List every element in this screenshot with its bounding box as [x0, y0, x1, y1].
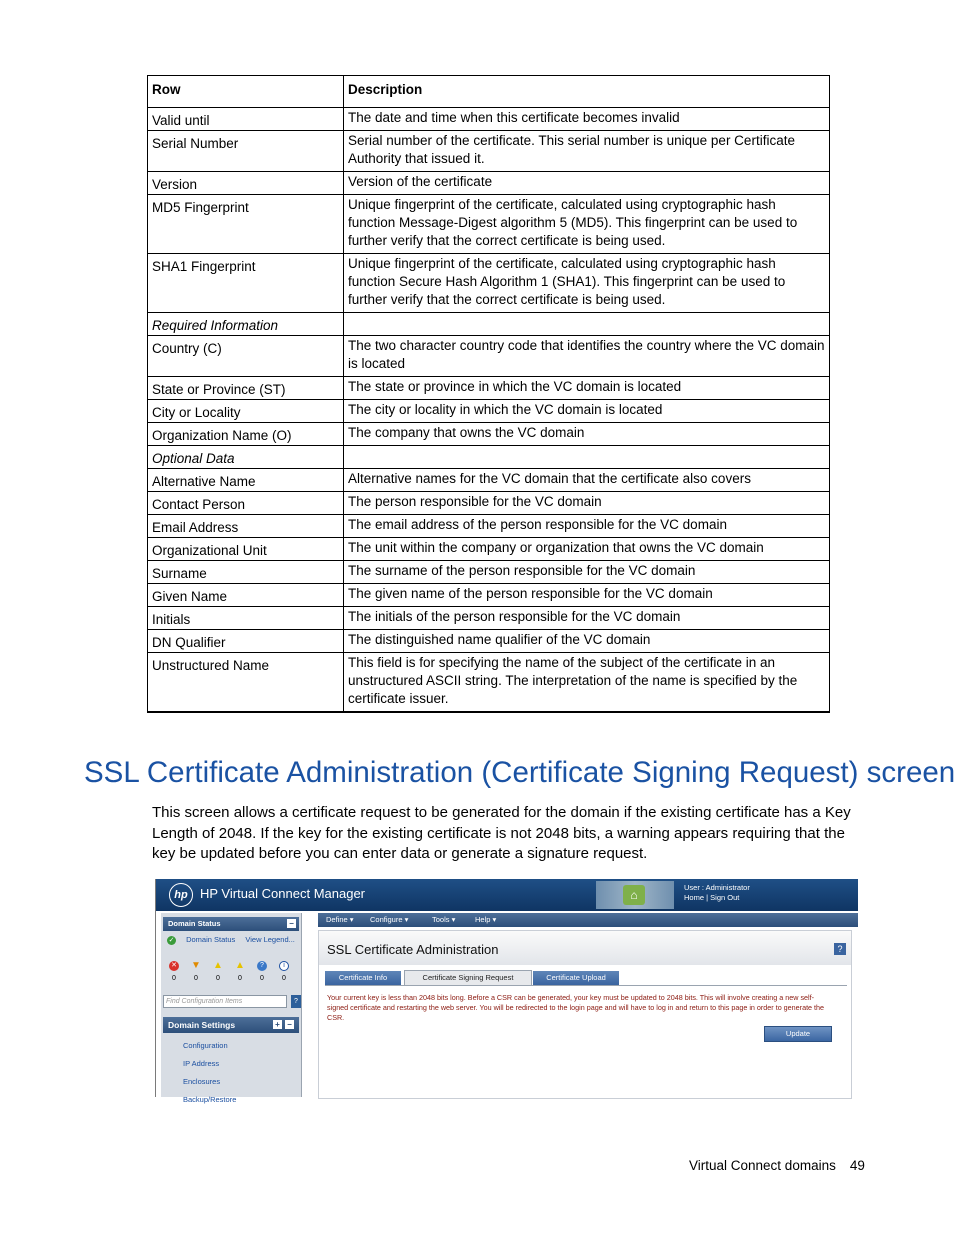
- table-row: [148, 108, 830, 131]
- page-footer: [689, 1158, 865, 1173]
- page-panel: [318, 930, 852, 1099]
- minor-count: 0: [216, 975, 220, 982]
- critical-icon[interactable]: ✕: [169, 961, 179, 971]
- left-nav: [161, 913, 302, 1104]
- row-name-cell: Organization Name (O): [148, 423, 344, 446]
- page-title: SSL Certificate Administration: [327, 942, 499, 957]
- certificate-fields-table: [147, 75, 830, 713]
- row-description-cell: This field is for specifying the name of the subject of the certificate in an unstructured ASCII string. The interpretation of the name is specified by the certificate issuer.: [344, 653, 830, 713]
- app-title: HP Virtual Connect Manager: [200, 886, 366, 901]
- row-description-cell: [344, 446, 830, 469]
- table-row: [148, 561, 830, 584]
- row-description-cell: The city or locality in which the VC domain is located: [344, 400, 830, 423]
- row-description-cell: The distinguished name qualifier of the VC domain: [344, 630, 830, 653]
- menu-help[interactable]: Help ▾: [475, 915, 497, 924]
- row-description-cell: The unit within the company or organization that owns the VC domain: [344, 538, 830, 561]
- status-ok-icon: ✓: [168, 936, 175, 944]
- table-row: [148, 377, 830, 400]
- row-description-cell: Serial number of the certificate. This serial number is unique per Certificate Authority that issued it.: [344, 131, 830, 172]
- home-link[interactable]: Home: [684, 893, 705, 902]
- row-name-cell: State or Province (ST): [148, 377, 344, 400]
- row-name-cell: Surname: [148, 561, 344, 584]
- row-name-cell: Alternative Name: [148, 469, 344, 492]
- row-name-cell: DN Qualifier: [148, 630, 344, 653]
- unknown-count: 0: [260, 975, 264, 982]
- table-row: [148, 492, 830, 515]
- table-row: [148, 195, 830, 254]
- table-header-row: [148, 76, 830, 108]
- row-name-cell: MD5 Fingerprint: [148, 195, 344, 254]
- table-row: [148, 538, 830, 561]
- row-description-cell: The person responsible for the VC domain: [344, 492, 830, 515]
- tab-certificate-info[interactable]: Certificate Info: [325, 971, 401, 985]
- unknown-icon[interactable]: ?: [257, 961, 267, 971]
- building-icon: ⌂: [623, 885, 645, 905]
- menu-tools[interactable]: Tools ▾: [432, 915, 456, 924]
- table-row: [148, 446, 830, 469]
- major-count: 0: [194, 975, 198, 982]
- domain-settings-panel-header: [163, 1017, 299, 1033]
- table-row: [148, 336, 830, 377]
- table-row: [148, 584, 830, 607]
- tab-divider: [325, 985, 847, 986]
- nav-link-enclosures[interactable]: Enclosures: [183, 1077, 221, 1086]
- row-description-cell: Alternative names for the VC domain that the certificate also covers: [344, 469, 830, 492]
- menu-define[interactable]: Define ▾: [326, 915, 354, 924]
- domain-status-panel-title: Domain Status: [168, 919, 221, 928]
- section-heading: SSL Certificate Administration (Certificate Signing Request) screen: [84, 756, 955, 789]
- tab-certificate-upload[interactable]: Certificate Upload: [533, 971, 619, 985]
- search-help-button[interactable]: ?: [291, 995, 301, 1008]
- table-row: [148, 630, 830, 653]
- table-row: [148, 172, 830, 195]
- app-header: [156, 879, 858, 911]
- search-input[interactable]: Find Configuration Items: [163, 995, 287, 1008]
- row-name-cell: Version: [148, 172, 344, 195]
- info-count: 0: [282, 975, 286, 982]
- page-title-bar: [319, 931, 851, 965]
- collapse-icon[interactable]: −: [287, 919, 296, 928]
- main-area: [318, 913, 858, 1097]
- tab-certificate-signing-request[interactable]: Certificate Signing Request: [404, 970, 532, 986]
- domain-status-link[interactable]: Domain Status: [186, 935, 236, 944]
- collapse-icon[interactable]: −: [285, 1020, 294, 1029]
- row-description-cell: The surname of the person responsible for the VC domain: [344, 561, 830, 584]
- nav-link-configuration[interactable]: Configuration: [183, 1041, 228, 1050]
- sign-out-link[interactable]: Sign Out: [710, 893, 740, 902]
- update-button[interactable]: Update: [764, 1026, 832, 1042]
- row-name-cell: City or Locality: [148, 400, 344, 423]
- row-description-cell: The company that owns the VC domain: [344, 423, 830, 446]
- section-body: This screen allows a certificate request to be generated for the domain if the existing certificate has a Key Length of 2048. If the key for the existing certificate is not 2048 bits, a warning appears requiring that the key be updated before you can enter data or generate a signature request.: [152, 804, 851, 862]
- user-line: User : Administrator: [684, 883, 750, 892]
- key-length-warning: Your current key is less than 2048 bits long. Before a CSR can be generated, your key must be updated to 2048 bits. This will involve creating a new self-signed certificate and restarting the web server. You will be redirected to the login page and will have to log in and return to this page in order to generate the CSR.: [327, 993, 825, 1022]
- row-name-cell: Initials: [148, 607, 344, 630]
- row-description-cell: Unique fingerprint of the certificate, calculated using cryptographic hash function Message-Digest algorithm 5 (MD5). This fingerprint can be used to further verify that the correct certificate is being used.: [344, 195, 830, 254]
- row-name-cell: Required Information: [148, 313, 344, 336]
- status-row: [167, 935, 295, 945]
- domain-status-panel-header: [163, 917, 299, 931]
- help-icon[interactable]: ?: [834, 943, 846, 955]
- table-row: [148, 131, 830, 172]
- row-description-cell: The date and time when this certificate becomes invalid: [344, 108, 830, 131]
- warning-icon[interactable]: ▲: [235, 960, 245, 971]
- table-row: [148, 515, 830, 538]
- row-description-cell: The initials of the person responsible for the VC domain: [344, 607, 830, 630]
- row-name-cell: SHA1 Fingerprint: [148, 254, 344, 313]
- domain-settings-panel-title: Domain Settings: [168, 1020, 236, 1030]
- row-name-cell: Country (C): [148, 336, 344, 377]
- table-row: [148, 423, 830, 446]
- hp-logo: hp: [169, 883, 193, 907]
- row-description-cell: The state or province in which the VC domain is located: [344, 377, 830, 400]
- row-name-cell: Valid until: [148, 108, 344, 131]
- table-row: [148, 607, 830, 630]
- expand-icon[interactable]: +: [273, 1020, 282, 1029]
- warning-count: 0: [238, 975, 242, 982]
- critical-count: 0: [172, 975, 176, 982]
- row-description-cell: The two character country code that identifies the country where the VC domain is located: [344, 336, 830, 377]
- table-row: [148, 254, 830, 313]
- row-description-cell: Version of the certificate: [344, 172, 830, 195]
- table-row: [148, 400, 830, 423]
- row-name-cell: Email Address: [148, 515, 344, 538]
- nav-link-backup-restore[interactable]: Backup/Restore: [183, 1095, 237, 1104]
- menu-configure[interactable]: Configure ▾: [370, 915, 409, 924]
- menu-bar: [318, 913, 858, 927]
- row-name-cell: Contact Person: [148, 492, 344, 515]
- minor-icon[interactable]: ▲: [213, 960, 223, 971]
- row-name-cell: Unstructured Name: [148, 653, 344, 713]
- row-name-cell: Optional Data: [148, 446, 344, 469]
- row-description-cell: The given name of the person responsible for the VC domain: [344, 584, 830, 607]
- major-icon[interactable]: ▼: [191, 960, 201, 971]
- info-icon[interactable]: i: [279, 961, 289, 971]
- view-legend-link[interactable]: View Legend...: [245, 935, 295, 944]
- header-graphic: [596, 881, 674, 909]
- nav-links: [183, 1037, 236, 1109]
- table-row: [148, 469, 830, 492]
- table-row: [148, 313, 830, 336]
- table-row: [148, 653, 830, 713]
- row-description-cell: The email address of the person responsible for the VC domain: [344, 515, 830, 538]
- link-separator: |: [706, 893, 709, 902]
- row-description-cell: [344, 313, 830, 336]
- row-name-cell: Given Name: [148, 584, 344, 607]
- column-header-row: Row: [148, 76, 344, 108]
- nav-link-ip-address[interactable]: IP Address: [183, 1059, 220, 1068]
- row-name-cell: Serial Number: [148, 131, 344, 172]
- column-header-description: Description: [344, 76, 830, 108]
- page-number: 49: [849, 1158, 865, 1173]
- footer-section-name: Virtual Connect domains: [689, 1158, 836, 1173]
- vc-manager-screenshot: [155, 879, 858, 1104]
- row-name-cell: Organizational Unit: [148, 538, 344, 561]
- user-box: [684, 883, 750, 903]
- row-description-cell: Unique fingerprint of the certificate, calculated using cryptographic hash function Secure Hash Algorithm 1 (SHA1). This fingerprint can be used to further verify that the correct certificate is being used.: [344, 254, 830, 313]
